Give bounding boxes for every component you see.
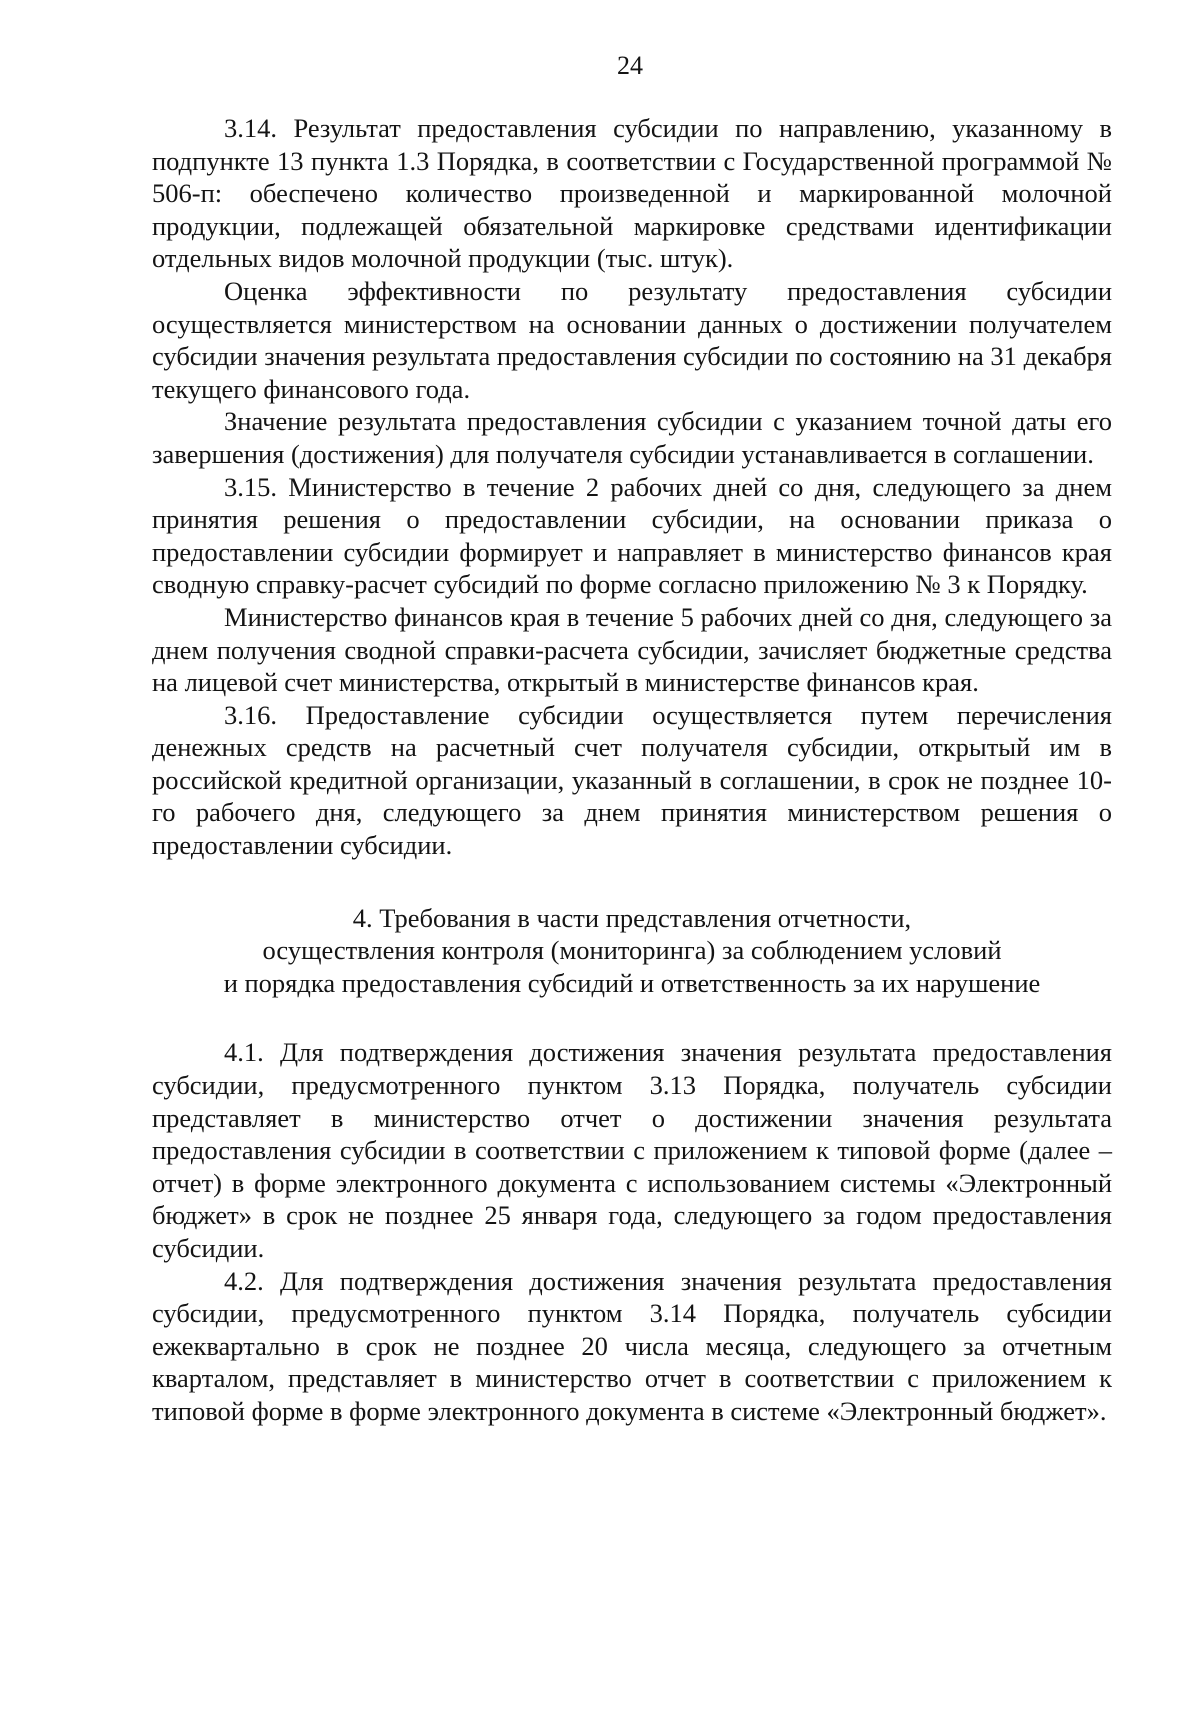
page-number: 24	[617, 51, 643, 80]
document-body	[152, 112, 1112, 1428]
paragraph-4-2: 4.2. Для подтверждения достижения значения результата предоставления субсидии, предусмотренного пунктом 3.14 Порядка, получатель субсидии ежеквартально в срок не позднее 20 числа месяца, следующего за отчетным кварталом, представляет в министерство отчет в соответствии с приложением к типовой форме в форме электронного документа в системе «Электронный бюджет».	[152, 1265, 1112, 1426]
section-heading	[152, 902, 1112, 1000]
paragraph-evaluation: Оценка эффективности по результату предоставления субсидии осуществляется министерством на основании данных о достижении получателем субсидии значения результата предоставления субсидии по состоянию на 31 декабря текущего финансового года.	[152, 275, 1112, 404]
section-heading-line-3: и порядка предоставления субсидий и ответственность за их нарушение	[223, 967, 1041, 998]
paragraph-3-14: 3.14. Результат предоставления субсидии по направлению, указанному в подпункте 13 пункта 1.3 Порядка, в соответствии с Государственной программой № 506-п: обеспечено количество произведенной и маркированной молочной продукции, подлежащей обязательной маркировке средствами идентификации отдельных видов молочной продукции (тыс. штук).	[152, 113, 1112, 274]
section-heading-line-2: осуществления контроля (мониторинга) за соблюдением условий	[262, 935, 1002, 966]
paragraph-3-16: 3.16. Предоставление субсидии осуществляется путем перечисления денежных средств на расчетный счет получателя субсидии, открытый им в российской кредитной организации, указанный в соглашении, в срок не позднее 10-го рабочего дня, следующего за днем принятия министерством решения о предоставлении субсидии.	[152, 699, 1112, 861]
paragraph-finance-ministry: Министерство финансов края в течение 5 рабочих дней со дня, следующего за днем получения сводной справки-расчета субсидии, зачисляет бюджетные средства на лицевой счет министерства, открытый в министерстве финансов края.	[152, 601, 1112, 698]
paragraph-3-15: 3.15. Министерство в течение 2 рабочих дней со дня, следующего за днем принятия решения о предоставлении субсидии, на основании приказа о предоставлении субсидии формирует и направляет в министерство финансов края сводную справку-расчет субсидий по форме согласно приложению № 3 к Порядку.	[152, 471, 1112, 600]
section-heading-line-1: 4. Требования в части представления отчетности,	[352, 902, 912, 933]
paragraph-result-value: Значение результата предоставления субсидии с указанием точной даты его завершения (достижения) для получателя субсидии устанавливается в соглашении.	[152, 406, 1112, 469]
paragraph-4-1: 4.1. Для подтверждения достижения значения результата предоставления субсидии, предусмотренного пунктом 3.13 Порядка, получатель субсидии представляет в министерство отчет о достижении значения результата предоставления субсидии в соответствии с приложением к типовой форме (далее – отчет) в форме электронного документа с использованием системы «Электронный бюджет» в срок не позднее 25 января года, следующего за годом предоставления субсидии.	[152, 1037, 1112, 1263]
